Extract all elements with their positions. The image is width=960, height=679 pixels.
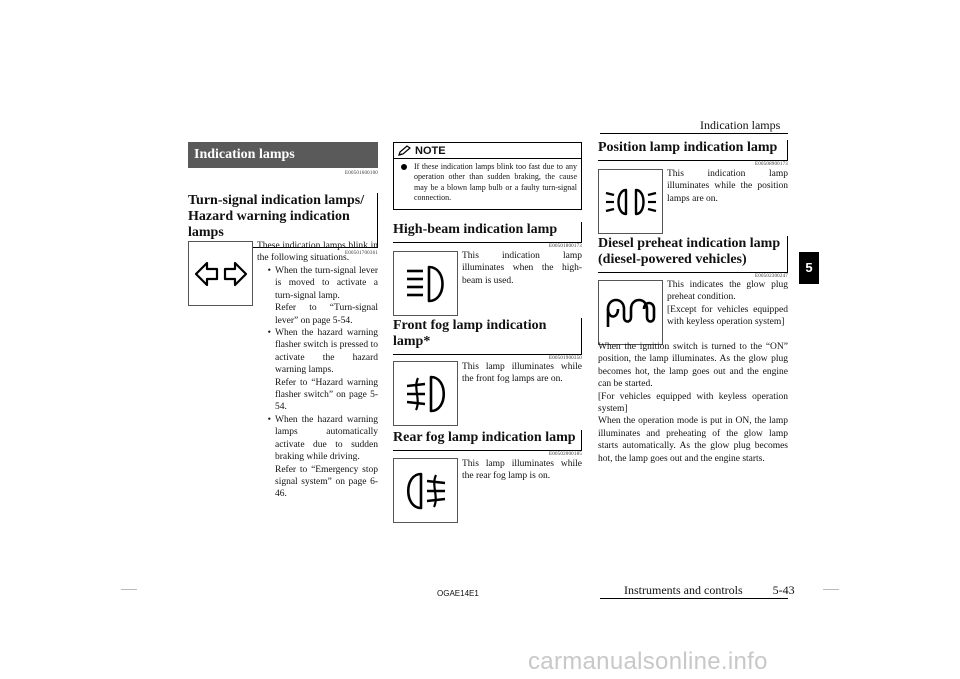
note-box [393,142,582,210]
page-number: 5-43 [772,583,795,597]
note-bullet [401,164,407,170]
turn-signal-code: E00501700361 [345,251,378,256]
position-lamp-heading: Position lamp indication lamp [598,140,788,161]
high-beam-text: This indication lamp illuminates when the high-beam is used. [462,251,582,286]
rear-fog-code: E00502000185 [549,452,582,457]
diesel-para2-text: When the operation mode is put in ON, the lamp illuminates and preheating of the glow lamp starts automatically. As the glow plug becomes hot, the lamp goes out and the engine starts. [598,416,788,464]
front-fog-icon [393,361,458,426]
high-beam-heading: High-beam indication lamp [393,222,582,243]
bullet-mark: • [267,266,271,276]
front-fog-heading: Front fog lamp indication lamp* [393,318,582,355]
bullet-item [257,265,378,327]
section-title: Indication lamps [188,142,378,168]
position-lamp-code: E00508900173 [755,162,788,167]
footer-section [624,583,795,598]
section-code: E00501600100 [345,171,378,176]
diesel-text-beside: This indicates the glow plug preheat condition. [667,280,788,303]
note-body [394,159,581,207]
bullet-ref: Refer to “Hazard warning flasher switch” on page 5-54. [275,377,378,413]
note-pencil-icon [398,145,412,156]
rear-fog-text: This lamp illuminates while the rear fog lamp is on. [462,459,582,482]
watermark: carmanualsonline.info [528,648,768,675]
turn-signal-heading: Turn-signal indication lamps/ Hazard warning indication lamps [188,193,378,248]
doc-code: OGAE14E1 [437,589,479,598]
bullet-text: When the hazard warning lamps automatically activate due to sudden braking while driving. [275,414,378,463]
glow-plug-icon [598,280,663,345]
note-label: NOTE [415,144,446,157]
diesel-para1-text: When the ignition switch is turned to the “ON” position, the lamp illuminates. As the glow plug becomes hot, the lamp goes out and the engine can be started. [598,342,788,390]
bullet-item [257,414,378,501]
footer-rule [600,598,788,599]
turn-signal-arrows-icon [188,241,253,306]
header-rule [600,133,788,134]
crop-mark [121,589,137,590]
bullet-mark: • [267,414,271,425]
diesel-para2-label: [For vehicles equipped with keyless operation system] [598,391,788,415]
high-beam-icon [393,251,458,316]
footer-section-name: Instruments and controls [624,583,743,597]
chapter-tab: 5 [799,252,819,284]
rear-fog-icon [393,458,458,523]
rear-fog-heading: Rear fog lamp indication lamp [393,430,582,451]
bullet-item [257,327,378,414]
diesel-preheat-code: E00502300247 [755,274,788,279]
front-fog-code: E00501900350 [549,356,582,361]
bullet-text: When the hazard warning flasher switch is pressed to activate the hazard warning lamps. [275,328,378,376]
front-fog-text: This lamp illuminates while the front fog lamps are on. [462,362,582,385]
turn-signal-bullets [257,265,378,501]
diesel-para1-label: [Except for vehicles equipped with keyless operation system] [667,304,788,328]
note-header [394,143,581,159]
high-beam-code: E00501800173 [549,244,582,249]
running-header: Indication lamps [700,118,781,132]
bullet-mark: • [267,328,271,339]
bullet-text: When the turn-signal lever is moved to activate a turn-signal lamp. [275,266,378,301]
position-lamp-icon [598,169,663,234]
position-lamp-text: This indication lamp illuminates while the position lamps are on. [667,169,788,204]
crop-mark [823,589,839,590]
bullet-ref: Refer to “Turn-signal lever” on page 5-54. [275,303,378,326]
note-text: If these indication lamps blink too fast due to any operation other than sudden braking, the cause may be a blown lamp bulb or a faulty turn-signal connection. [414,162,577,202]
bullet-ref: Refer to “Emergency stop signal system” on page 6-46. [275,464,378,500]
diesel-preheat-intro [667,279,788,329]
turn-signal-intro: These indication lamps blink in the following situations. [257,241,378,264]
diesel-preheat-heading: Diesel preheat indication lamp (diesel-powered vehicles) [598,236,788,273]
diesel-preheat-body [598,341,788,465]
